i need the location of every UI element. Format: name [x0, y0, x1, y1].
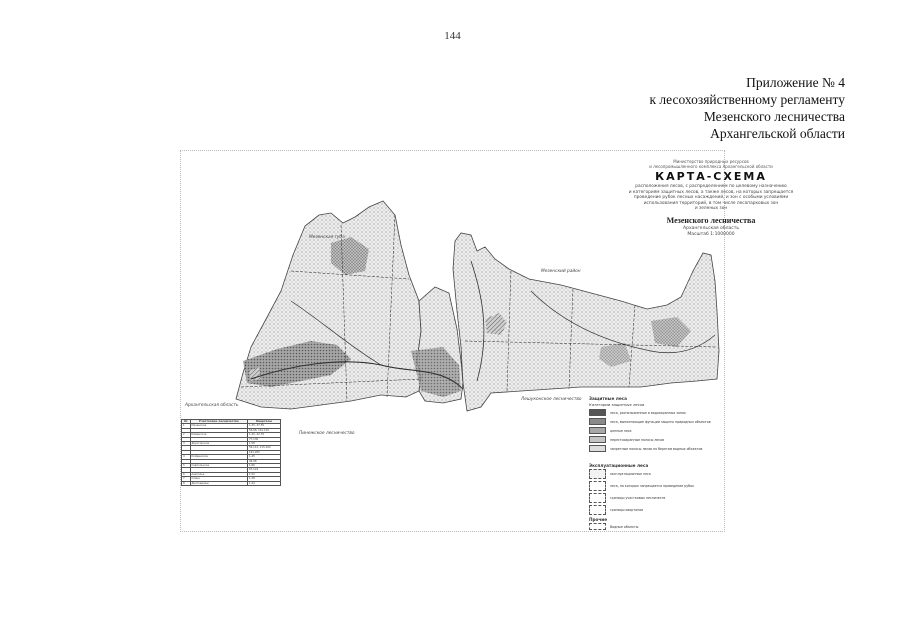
map-desc-2: и категориям защитных лесов, а также лесов, на которых запрещается: [628, 189, 794, 195]
legend-heading-operational: Эксплуатационные леса: [589, 463, 649, 468]
legend-item: [589, 481, 719, 491]
legend-group-operational: [589, 469, 719, 515]
legend-swatch: [589, 418, 606, 425]
table-cell: 1-40, 42-76: [247, 433, 280, 437]
table-cell: Мезенское: [190, 424, 247, 428]
map-forestry-name: Мезенского лесничества: [666, 215, 756, 225]
map-header-small-1: Министерство природных ресурсов: [673, 159, 749, 164]
legend-label: леса, расположенные в водоохранных зонах: [610, 410, 686, 415]
legend-item: [589, 505, 719, 515]
page-number: 144: [444, 30, 461, 42]
legend-item: [589, 427, 719, 434]
map-legend: [589, 395, 719, 532]
legend-item: [589, 418, 719, 425]
legend-heading-protective: Защитные леса: [589, 396, 627, 401]
forestry-index-table: [181, 419, 281, 486]
appendix-line-2: к лесохозяйственному регламенту: [649, 92, 845, 107]
table-cell: 6: [182, 472, 191, 476]
table-cell: 67-124: [247, 468, 280, 472]
map-desc-5: и зеленых зон: [694, 206, 728, 212]
map-sheet: [180, 150, 794, 532]
table-cell: 4: [182, 455, 191, 459]
table-cell: 1-66: [247, 464, 280, 468]
table-cell: Азаполье: [190, 472, 247, 476]
legend-label: ценные леса: [610, 428, 632, 433]
legend-item: [589, 445, 719, 452]
legend-swatch: [589, 493, 606, 503]
table-cell: 1-45: [247, 455, 280, 459]
map-label-bottom: Пинежское лесничество: [299, 431, 355, 436]
map-desc-4: использования территорий, в том числе лесопарковых зон: [643, 200, 779, 206]
legend-swatch: [589, 409, 606, 416]
legend-swatch: [589, 445, 606, 452]
legend-label: границы участковых лесничеств: [610, 496, 666, 500]
table-body: [182, 424, 281, 486]
table-cell: 1-44: [247, 481, 280, 485]
table-cell: 46-98: [247, 459, 280, 463]
table-header-cell: Участковое лесничество: [190, 420, 247, 424]
table-cell: 1: [182, 424, 191, 428]
table-cell: 56-98, 101-120: [247, 428, 280, 432]
map-title-block: [581, 159, 841, 238]
legend-group-protective: [589, 409, 719, 452]
table-cell: 2: [182, 433, 191, 437]
table-cell: 1-38: [247, 477, 280, 481]
appendix-line-1: Приложение № 4: [746, 75, 845, 90]
legend-item: [589, 409, 719, 416]
table-cell: 1-35, 37-55: [247, 424, 280, 428]
table-cell: Сояна: [190, 477, 247, 481]
legend-item: [589, 523, 719, 530]
legend-swatch: [589, 505, 606, 515]
legend-label: леса, на которых запрещается проведение рубок: [610, 484, 695, 488]
table-cell: Дорогорское: [190, 442, 247, 446]
map-scale: Масштаб 1:1000000: [687, 231, 735, 237]
legend-label: запретные полосы лесов по берегам водных объектов: [610, 446, 703, 451]
table-cell: 1-52: [247, 472, 280, 476]
legend-group-other: [589, 523, 719, 530]
legend-label: границы кварталов: [610, 508, 643, 512]
map-header-small-2: и лесопромышленного комплекса Архангельской области: [649, 164, 773, 169]
legend-label: леса, выполняющие функции защиты природных объектов: [610, 419, 711, 424]
legend-swatch: [589, 427, 606, 434]
table-row: [182, 481, 281, 485]
legend-swatch: [589, 481, 606, 491]
legend-heading-other: Прочие: [589, 517, 608, 522]
legend-item: [589, 436, 719, 443]
table-cell: Каменское: [190, 433, 247, 437]
legend-item: [589, 493, 719, 503]
table-cell: Долгощелье: [190, 481, 247, 485]
appendix-line-4: Архангельской области: [710, 126, 845, 141]
appendix-line-3: Мезенского лесничества: [703, 109, 845, 124]
map-title: КАРТА-СХЕМА: [655, 170, 767, 183]
map-region: Архангельская область: [683, 225, 739, 231]
legend-sub-categories: Категории защитных лесов: [589, 402, 645, 407]
appendix-heading: [650, 74, 846, 142]
table-header-cell: Кварталы: [247, 420, 280, 424]
legend-label: эксплуатационные леса: [610, 472, 651, 476]
table-cell: 8: [182, 481, 191, 485]
map-desc-3: проведение рубок лесных насаждений, и зон с особыми условиями: [633, 195, 789, 201]
map-desc-1: расположения лесов, с распределением по целевому назначению: [635, 184, 787, 189]
legend-swatch: [589, 523, 606, 530]
legend-item: [589, 469, 719, 479]
table-cell: 1-58: [247, 442, 280, 446]
map-label-top: Мезенская губа: [309, 235, 345, 240]
table-cell: 5: [182, 464, 191, 468]
legend-swatch: [589, 436, 606, 443]
table-cell: 161-205: [247, 450, 280, 454]
legend-swatch: [589, 469, 606, 479]
table-cell: Койденское: [190, 455, 247, 459]
table-cell: Совпольское: [190, 464, 247, 468]
table-cell: 59-112, 115-160: [247, 446, 280, 450]
table-cell: 3: [182, 442, 191, 446]
map-label-right-bottom: Лешуконское лесничество: [521, 397, 582, 402]
map-label-right: Мезенский район: [541, 269, 581, 274]
map-label-left-bottom: Архангельская область: [185, 403, 239, 408]
table-header-cell: №: [182, 420, 191, 424]
table-cell: 77-130: [247, 437, 280, 441]
legend-label: нерестоохранные полосы лесов: [610, 437, 664, 442]
legend-label: Водные объекты: [610, 524, 639, 529]
table-cell: 7: [182, 477, 191, 481]
